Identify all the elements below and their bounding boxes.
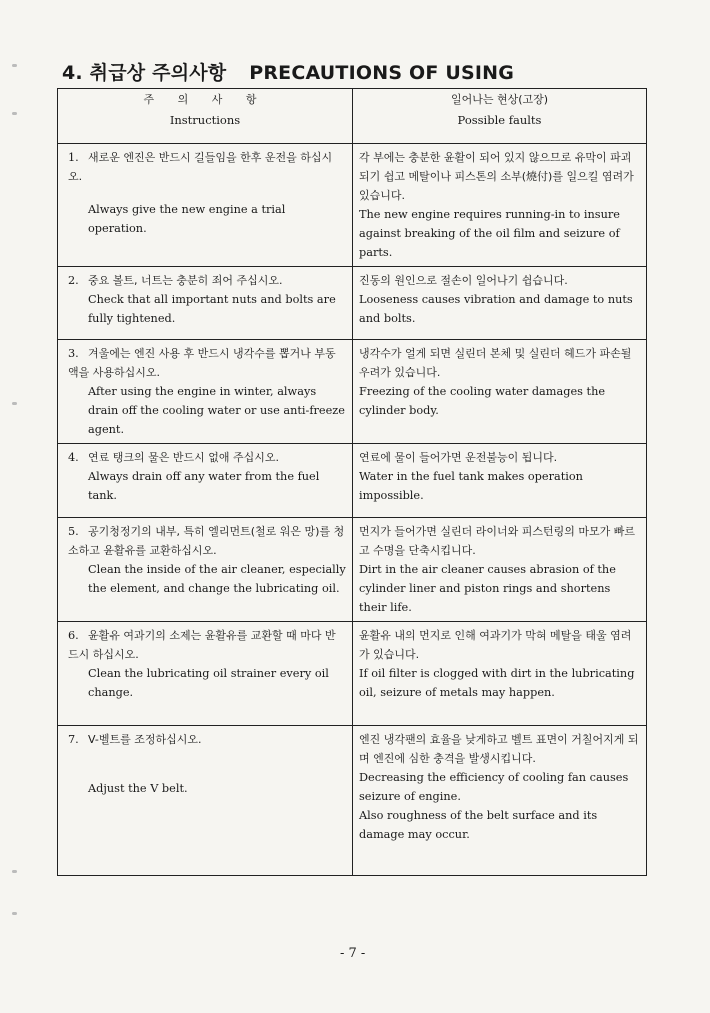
instruction-cell — [58, 622, 353, 726]
row-number: 2. — [68, 274, 79, 287]
fault-cell — [353, 444, 647, 518]
header-instructions-ko: 주 의 사 항 — [143, 93, 267, 106]
fault-cell — [353, 622, 647, 726]
fault-en: Water in the fuel tank makes operation impossible. — [359, 470, 583, 502]
instruction-cell — [58, 518, 353, 622]
row-number: 5. — [68, 525, 79, 538]
instruction-ko: 겨울에는 엔진 사용 후 반드시 냉각수를 뽑거나 부동액을 사용하십시오. — [68, 347, 336, 379]
table-row — [58, 144, 647, 267]
fault-cell — [353, 726, 647, 876]
table-row — [58, 518, 647, 622]
table-row — [58, 726, 647, 876]
fault-ko: 엔진 냉각팬의 효율을 낮게하고 벨트 표면이 거칠어지게 되며 엔진에 심한 충격을 발생시킵니다. — [359, 733, 639, 765]
instruction-ko: V-벨트를 조정하십시오. — [88, 733, 202, 746]
instruction-en: After using the engine in winter, always drain off the cooling water or use anti-freeze agent. — [88, 385, 345, 436]
fault-en-2: Also roughness of the belt surface and its damage may occur. — [359, 809, 598, 841]
table-row — [58, 444, 647, 518]
title-number: 4. — [62, 62, 83, 84]
header-instructions-en: Instructions — [169, 113, 241, 127]
row-number: 7. — [68, 733, 79, 746]
fault-en: The new engine requires running-in to insure against breaking of the oil film and seizure of parts. — [359, 208, 620, 259]
fault-cell — [353, 144, 647, 267]
header-instructions — [58, 89, 353, 144]
table-row — [58, 340, 647, 444]
instruction-en: Clean the inside of the air cleaner, especially the element, and change the lubricating oil. — [88, 563, 346, 595]
instruction-en: Clean the lubricating oil strainer every oil change. — [88, 667, 329, 699]
fault-en: Looseness causes vibration and damage to nuts and bolts. — [359, 293, 633, 325]
fault-en: Dirt in the air cleaner causes abrasion of the cylinder liner and piston rings and shortens their life. — [359, 563, 616, 614]
instruction-en: Check that all important nuts and bolts are fully tightened. — [88, 293, 336, 325]
header-faults-ko: 일어나는 현상(고장) — [450, 93, 549, 106]
instruction-cell — [58, 444, 353, 518]
fault-ko: 진동의 원인으로 절손이 일어나기 쉽습니다. — [359, 274, 568, 287]
instruction-ko: 공기청정기의 내부, 특히 엘리먼트(철로 워은 망)를 청소하고 윤활유를 교환하십시오. — [68, 525, 345, 557]
table-header-row — [58, 89, 647, 144]
fault-en: Freezing of the cooling water damages the cylinder body. — [359, 385, 606, 417]
instruction-cell — [58, 340, 353, 444]
row-number: 3. — [68, 347, 79, 360]
instruction-cell — [58, 726, 353, 876]
instruction-cell — [58, 144, 353, 267]
header-faults-en: Possible faults — [457, 113, 542, 127]
margin-mark — [12, 64, 17, 67]
title-korean: 취급상 주의사항 — [89, 62, 227, 84]
fault-cell — [353, 267, 647, 340]
fault-ko: 먼지가 들어가면 실린더 라이너와 피스턴링의 마모가 빠르고 수명을 단축시킵니다. — [359, 525, 636, 557]
instruction-en: Always drain off any water from the fuel tank. — [88, 470, 320, 502]
fault-en: Decreasing the efficiency of cooling fan causes seizure of engine. — [359, 771, 629, 803]
instruction-ko: 윤활유 여과기의 소제는 윤활유를 교환할 때 마다 반드시 하십시오. — [68, 629, 336, 661]
fault-en: If oil filter is clogged with dirt in the lubricating oil, seizure of metals may happen. — [359, 667, 635, 699]
row-number: 6. — [68, 629, 79, 642]
margin-mark — [12, 870, 17, 873]
page-number: - 7 - — [340, 946, 366, 961]
precautions-table — [57, 88, 647, 876]
margin-mark — [12, 402, 17, 405]
instruction-ko: 중요 볼트, 너트는 충분히 죄어 주십시오. — [88, 274, 283, 287]
fault-ko: 냉각수가 얼게 되면 실린더 본체 및 실린더 헤드가 파손될 우려가 있습니다. — [359, 347, 632, 379]
fault-ko: 각 부에는 충분한 윤활이 되어 있지 않으므로 유막이 파괴되기 쉽고 메탈이나 피스톤의 소부(燒付)를 일으킬 염려가 있습니다. — [359, 151, 634, 202]
fault-ko: 윤활유 내의 먼지로 인해 여과기가 막혀 메탈을 태울 염려가 있습니다. — [359, 629, 632, 661]
fault-ko: 연료에 물이 들어가면 운전불능이 됩니다. — [359, 451, 558, 464]
instruction-ko: 새로운 엔진은 반드시 길들임을 한후 운전을 하십시오. — [68, 151, 333, 183]
fault-cell — [353, 340, 647, 444]
margin-mark — [12, 912, 17, 915]
margin-mark — [12, 112, 17, 115]
row-number: 4. — [68, 451, 79, 464]
title-english: PRECAUTIONS OF USING — [249, 62, 515, 84]
header-faults — [353, 89, 647, 144]
fault-cell — [353, 518, 647, 622]
instruction-cell — [58, 267, 353, 340]
row-number: 1. — [68, 151, 79, 164]
table-row — [58, 622, 647, 726]
instruction-ko: 연료 탱크의 물은 반드시 없애 주십시오. — [88, 451, 279, 464]
table-row — [58, 267, 647, 340]
page-title — [62, 58, 514, 85]
instruction-en: Always give the new engine a trial operation. — [88, 203, 286, 235]
instruction-en: Adjust the V belt. — [88, 782, 188, 795]
